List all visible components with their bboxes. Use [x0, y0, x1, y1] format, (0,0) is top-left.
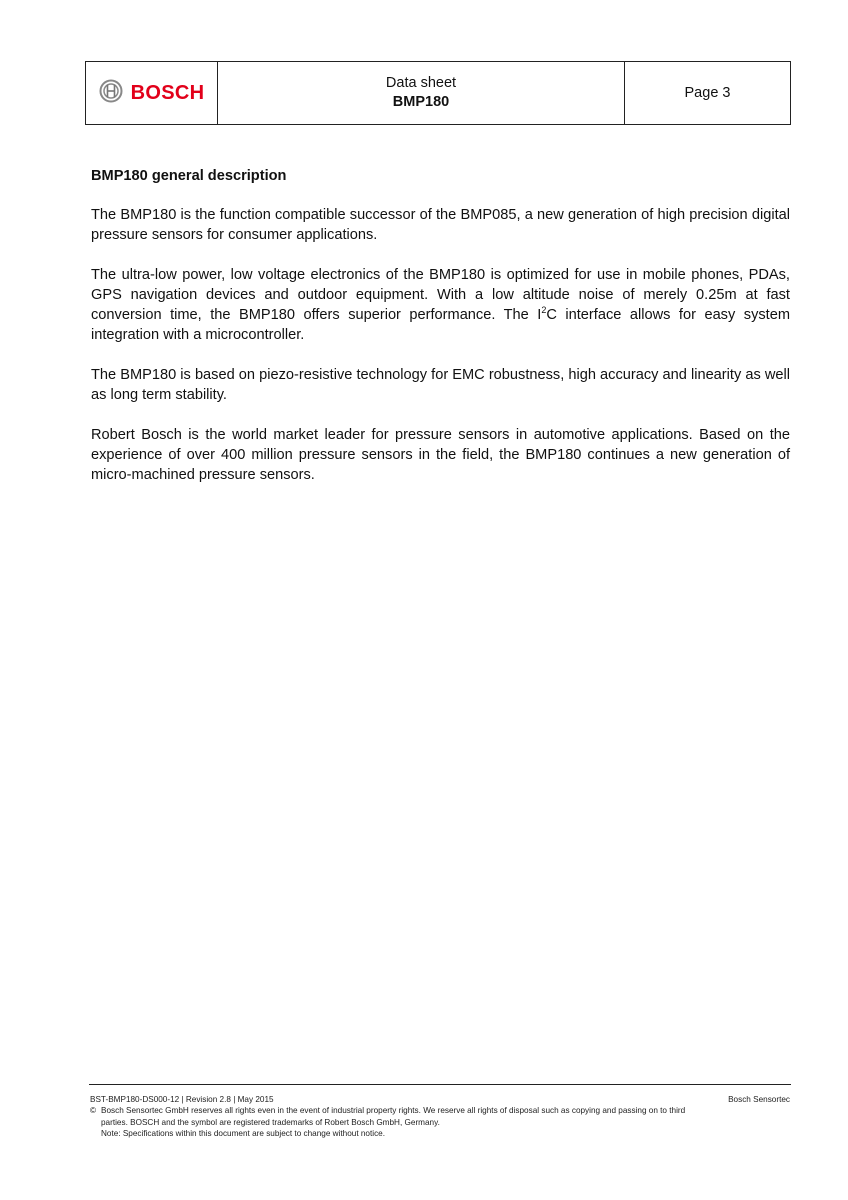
doc-id: BST-BMP180-DS000-12 | Revision 2.8 | May 2015: [90, 1095, 274, 1104]
footer-top-row: [90, 1094, 790, 1105]
paragraph-2-part-2: C interface allows for easy system integration with a microcontroller.: [91, 307, 790, 343]
footer: [90, 1094, 790, 1140]
page-number: Page 3: [684, 85, 731, 101]
paragraph-4: Robert Bosch is the world market leader for pressure sensors in automotive applications. Based on the experience of over 400 million pressure sensors in the field, the BMP180 continues a new generation of micro-machined pressure sensors.: [91, 427, 790, 483]
header-table: [85, 61, 791, 125]
paragraph-2-part-1: The ultra-low power, low voltage electronics of the BMP180 is optimized for use in mobile phones, PDAs, GPS navigation devices and outdoor equipment. With a low altitude noise of merely 0.25m at fast conversion time, the BMP180 offers superior performance. The I: [91, 267, 790, 323]
section-heading: BMP180 general description: [91, 168, 287, 184]
product-name: BMP180: [392, 94, 450, 110]
page-cell: [625, 62, 790, 124]
legal-line-1: Bosch Sensortec GmbH reserves all rights even in the event of industrial property rights. We reserve all rights of disposal such as copying and passing on to third: [101, 1106, 686, 1116]
company-name: Bosch Sensortec: [728, 1095, 790, 1104]
main-content: [91, 166, 790, 505]
legal-line-2: parties. BOSCH and the symbol are registered trademarks of Robert Bosch GmbH, Germany.: [101, 1117, 440, 1127]
logo-cell: [86, 62, 218, 124]
paragraph-3: The BMP180 is based on piezo-resistive technology for EMC robustness, high accuracy and linearity as well as long term stability.: [91, 367, 790, 403]
paragraph-1: The BMP180 is the function compatible successor of the BMP085, a new generation of high precision digital pressure sensors for consumer applications.: [91, 207, 790, 243]
title-cell: [218, 62, 625, 124]
bosch-logo-text: BOSCH: [130, 81, 205, 104]
doc-type: Data sheet: [385, 75, 457, 91]
bosch-armature-icon: [99, 79, 123, 108]
superscript: 2: [541, 305, 547, 316]
paragraph-2: [91, 265, 790, 345]
footer-note: Note: Specifications within this document are subject to change without notice.: [101, 1129, 385, 1139]
copyright-icon: ©: [90, 1106, 97, 1116]
footer-divider: [89, 1084, 791, 1085]
footer-legal: [90, 1105, 790, 1116]
